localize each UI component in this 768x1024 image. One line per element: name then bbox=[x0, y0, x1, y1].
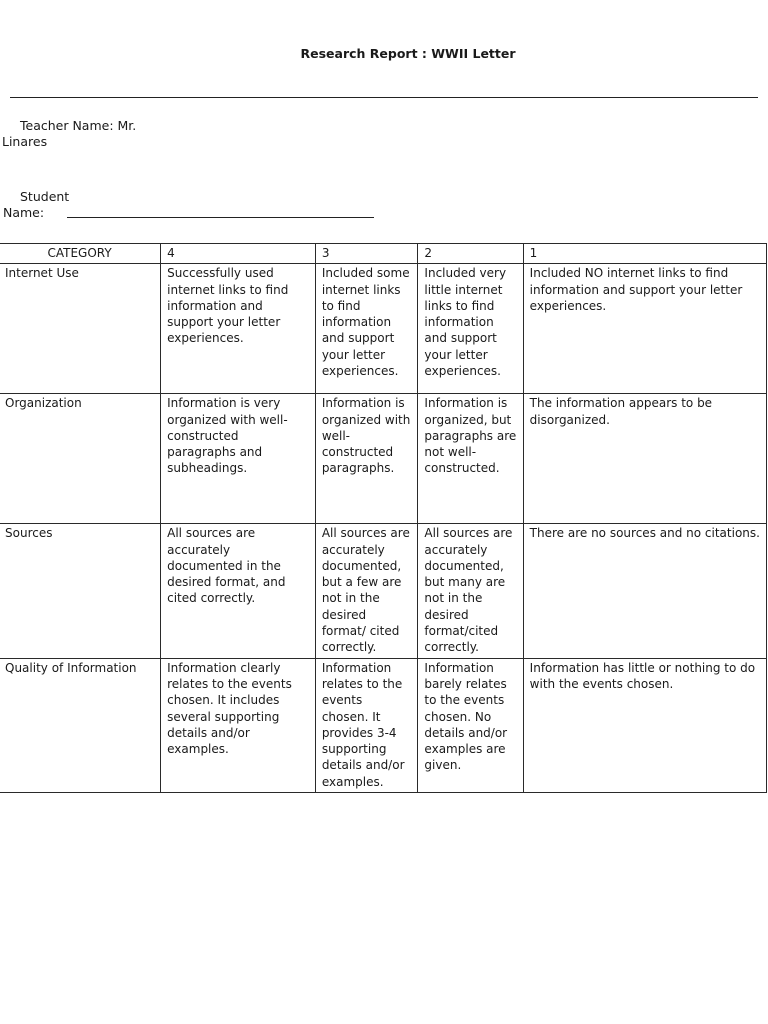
header-score-4: 4 bbox=[161, 244, 316, 264]
cell-score-1: Information has little or nothing to do with the events chosen. bbox=[523, 658, 766, 792]
teacher-name-label-line2: Linares bbox=[2, 134, 48, 149]
cell-score-4: Information is very organized with well-constructed paragraphs and subheadings. bbox=[161, 394, 316, 524]
document-title: Research Report : WWII Letter bbox=[300, 46, 516, 61]
table-row bbox=[0, 524, 767, 658]
category-label: Sources bbox=[5, 526, 53, 541]
cell-score-2: Information is organized, but paragraphs are not well-constructed. bbox=[418, 394, 523, 524]
table-row bbox=[0, 264, 767, 394]
table-row bbox=[0, 658, 767, 792]
category-label: Organization bbox=[5, 396, 82, 411]
header-score-2: 2 bbox=[418, 244, 523, 264]
cell-score-4: Information clearly relates to the events chosen. It includes several supporting details and/or examples. bbox=[161, 658, 316, 792]
category-label: Internet Use bbox=[5, 266, 79, 281]
header-score-3: 3 bbox=[315, 244, 418, 264]
cell-score-3: Included some internet links to find information and support your letter experiences. bbox=[315, 264, 418, 394]
cell-score-3: Information is organized with well-constructed paragraphs. bbox=[315, 394, 418, 524]
category-sources bbox=[0, 524, 161, 658]
rubric-table bbox=[0, 243, 767, 793]
category-quality-of-information bbox=[0, 658, 161, 792]
cell-score-2: Information barely relates to the events chosen. No details and/or examples are given. bbox=[418, 658, 523, 792]
cell-score-4: Successfully used internet links to find information and support your letter experiences. bbox=[161, 264, 316, 394]
cell-score-2: Included very little internet links to find information and support your letter experiences. bbox=[418, 264, 523, 394]
header-divider bbox=[10, 97, 758, 98]
category-internet-use bbox=[0, 264, 161, 394]
cell-score-4: All sources are accurately documented in the desired format, and cited correctly. bbox=[161, 524, 316, 658]
cell-score-1: There are no sources and no citations. bbox=[523, 524, 766, 658]
student-name-blank-line bbox=[67, 217, 374, 218]
teacher-name-label-line1: Teacher Name: Mr. bbox=[20, 118, 137, 133]
cell-score-3: All sources are accurately documented, but a few are not in the desired format/ cited correctly. bbox=[315, 524, 418, 658]
header-score-1: 1 bbox=[523, 244, 766, 264]
student-name-label-line1: Student bbox=[20, 189, 70, 204]
cell-score-2: All sources are accurately documented, but many are not in the desired format/cited correctly. bbox=[418, 524, 523, 658]
category-organization bbox=[0, 394, 161, 524]
cell-score-1: The information appears to be disorganized. bbox=[523, 394, 766, 524]
student-name-label-line2: Name: bbox=[3, 205, 45, 220]
category-label: Quality of Information bbox=[5, 660, 137, 675]
cell-score-1: Included NO internet links to find information and support your letter experiences. bbox=[523, 264, 766, 394]
header-category: CATEGORY bbox=[0, 244, 161, 264]
table-row bbox=[0, 394, 767, 524]
rubric-header-row bbox=[0, 244, 767, 264]
cell-score-3: Information relates to the events chosen. It provides 3-4 supporting details and/or examples. bbox=[315, 658, 418, 792]
